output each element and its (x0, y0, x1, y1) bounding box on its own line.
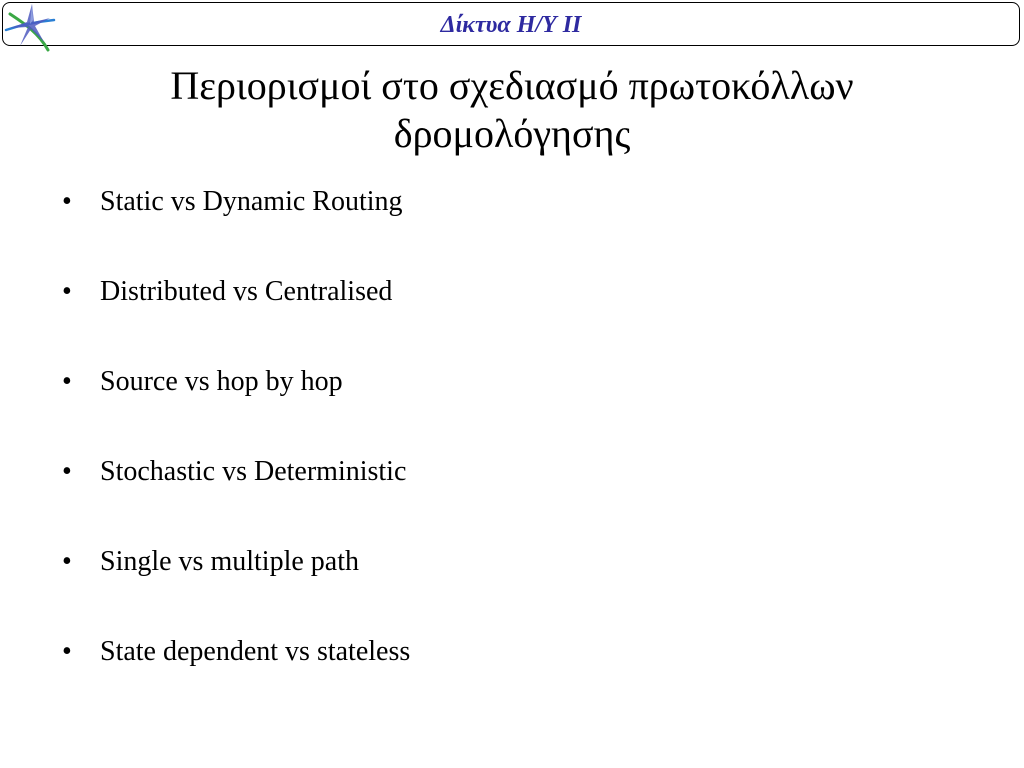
bullet-text: Stochastic vs Deterministic (100, 456, 407, 487)
bullet-text: Single vs multiple path (100, 546, 359, 577)
bullet-dot: • (62, 456, 72, 487)
header-title: Δίκτυα Η/Υ ΙΙ (440, 12, 582, 38)
bullet-dot: • (62, 636, 72, 667)
bullet-dot: • (62, 546, 72, 577)
bullet-text: State dependent vs stateless (100, 636, 411, 667)
bullet-dot: • (62, 276, 72, 307)
bullet-text: Static vs Dynamic Routing (100, 186, 403, 217)
bullet-dot: • (62, 186, 72, 217)
slide-title: Περιορισμοί στο σχεδιασμό πρωτοκόλλων δρομολόγησης (170, 63, 854, 156)
bullet-text: Distributed vs Centralised (100, 276, 393, 307)
header-bar (2, 2, 1020, 46)
star-swoosh-logo-icon (4, 0, 56, 54)
bullet-dot: • (62, 366, 72, 397)
bullet-text: Source vs hop by hop (100, 366, 343, 397)
